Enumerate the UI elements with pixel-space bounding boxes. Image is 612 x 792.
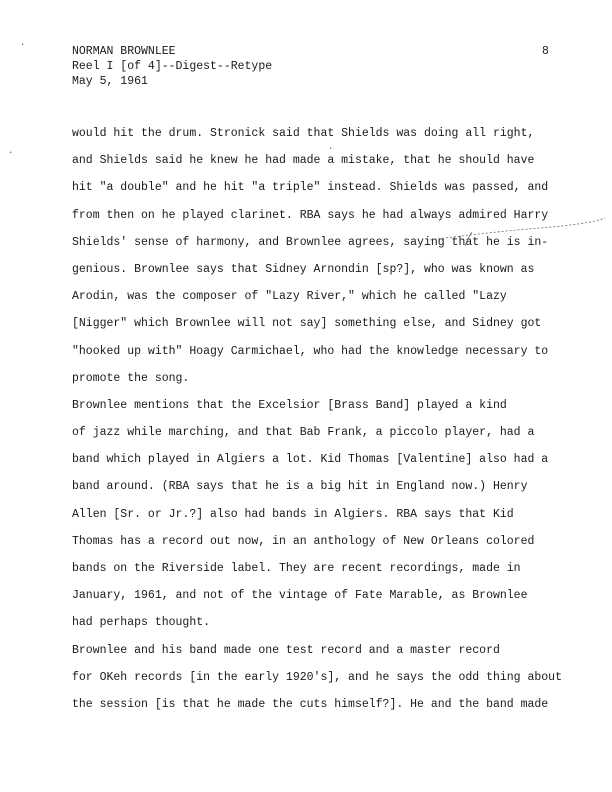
text-line: Brownlee mentions that the Excelsior [Brass Band] played a kind — [72, 398, 507, 412]
transcript-body — [72, 125, 592, 723]
text-line: Thomas has a record out now, in an anthology of New Orleans colored — [72, 534, 535, 548]
text-line: for OKeh records [in the early 1920's], and he says the odd thing about — [72, 670, 562, 684]
text-line: from then on he played clarinet. RBA says he had always admired Harry — [72, 208, 549, 222]
text-line: Brownlee and his band made one test record and a master record — [72, 643, 500, 657]
text-line: bands on the Riverside label. They are recent recordings, made in — [72, 562, 521, 575]
interview-date: May 5, 1961 — [72, 75, 148, 88]
text-line: genious. Brownlee says that Sidney Arnondin [sp?], who was known as — [72, 262, 535, 276]
text-line: had perhaps thought. — [72, 616, 211, 630]
margin-speck: · — [20, 40, 26, 50]
page-number: 8 — [542, 45, 549, 58]
text-line: Shields' sense of harmony, and Brownlee agrees, saying that he is in- — [72, 235, 549, 249]
text-line: "hooked up with" Hoagy Carmichael, who had the knowledge necessary to — [72, 344, 549, 358]
text-line: band around. (RBA says that he is a big hit in England now.) Henry — [72, 480, 528, 494]
text-line: the session [is that he made the cuts himself?]. He and the band made — [72, 697, 549, 711]
text-line: hit "a double" and he hit "a triple" instead. Shields was passed, and — [72, 181, 549, 195]
document-header — [72, 44, 272, 89]
text-line: Allen [Sr. or Jr.?] also had bands in Algiers. RBA says that Kid — [72, 507, 514, 521]
text-line: January, 1961, and not of the vintage of Fate Marable, as Brownlee — [72, 589, 528, 603]
text-line: of jazz while marching, and that Bab Frank, a piccolo player, had a — [72, 426, 535, 440]
margin-speck: · — [8, 148, 14, 158]
interviewee-name: NORMAN BROWNLEE — [72, 45, 176, 58]
text-line: band which played in Algiers a lot. Kid Thomas [Valentine] also had a — [72, 453, 549, 467]
text-line: [Nigger" which Brownlee will not say] something else, and Sidney got — [72, 317, 542, 331]
reel-info: Reel I [of 4]--Digest--Retype — [72, 60, 273, 73]
text-line: Arodin, was the composer of "Lazy River," which he called "Lazy — [72, 290, 507, 304]
text-line: promote the song. — [72, 371, 190, 385]
text-line: would hit the drum. Stronick said that Shields was doing all right, — [72, 127, 535, 140]
text-line: and Shields said he knew he had made a mistake, that he should have — [72, 154, 535, 168]
margin-speck: · — [328, 144, 334, 154]
